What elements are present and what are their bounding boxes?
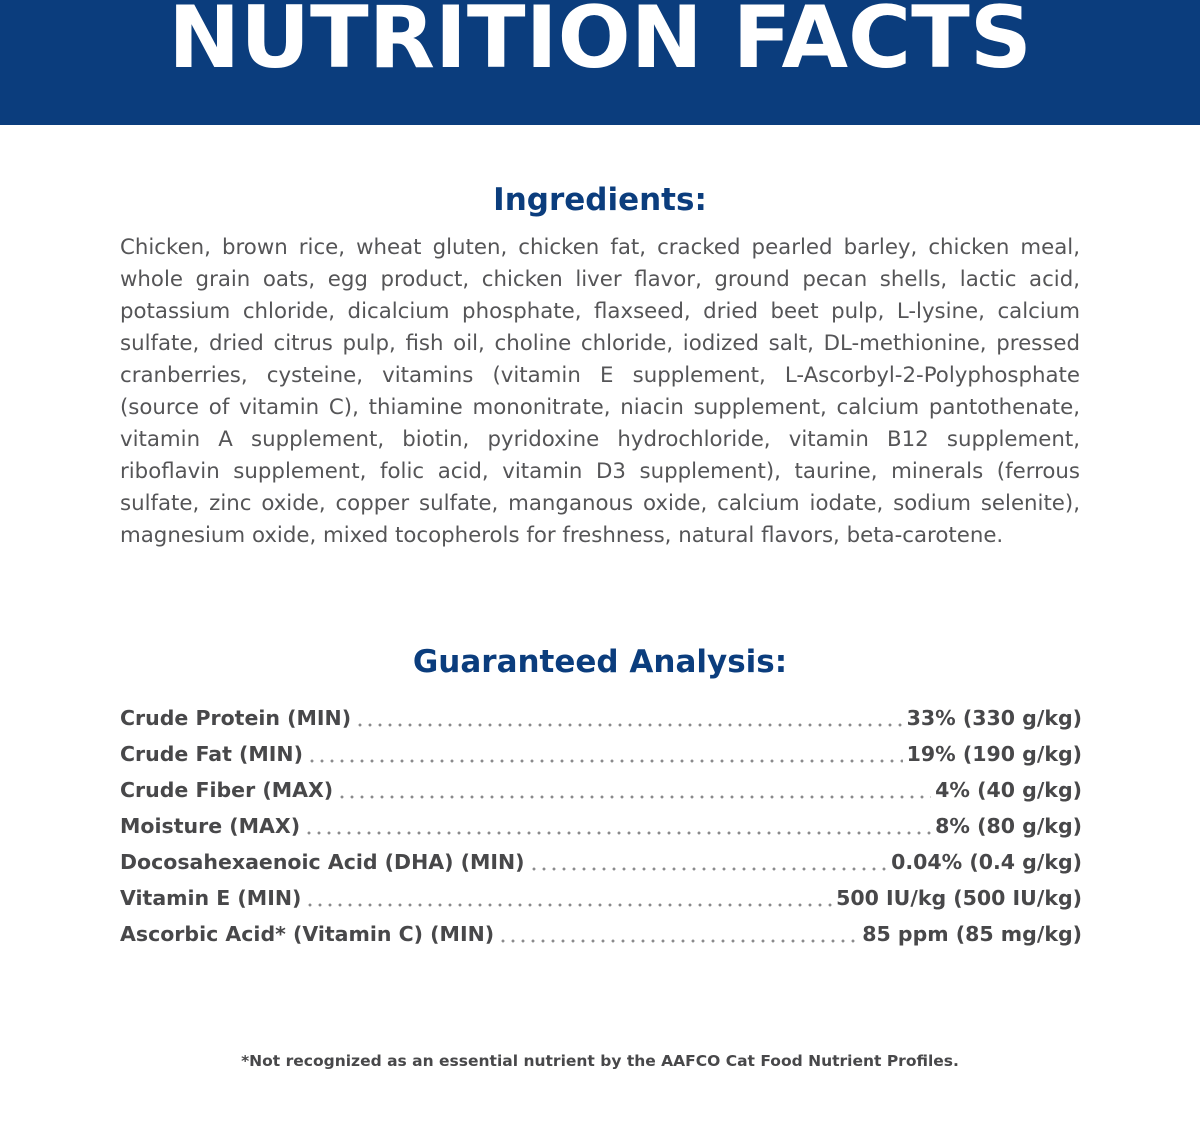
analysis-row-crude-fiber [120, 772, 1082, 808]
analysis-label: Vitamin E (MIN) [120, 886, 302, 910]
footnote: *Not recognized as an essential nutrient by the AAFCO Cat Food Nutrient Profiles. [241, 1052, 959, 1070]
analysis-row-vitamin-e [120, 880, 1082, 916]
analysis-label: Crude Fat (MIN) [120, 742, 303, 766]
dot-leader [529, 867, 888, 871]
dot-leader [498, 939, 858, 943]
analysis-label: Docosahexaenoic Acid (DHA) (MIN) [120, 850, 525, 874]
analysis-value: 33% (330 g/kg) [906, 706, 1082, 730]
analysis-row-ascorbic-acid [120, 916, 1082, 952]
guaranteed-analysis-heading: Guaranteed Analysis: [412, 644, 788, 680]
header-band [0, 0, 1200, 125]
analysis-value: 0.04% (0.4 g/kg) [891, 850, 1082, 874]
analysis-value: 4% (40 g/kg) [935, 778, 1082, 802]
dot-leader [307, 759, 903, 763]
analysis-label: Moisture (MAX) [120, 814, 301, 838]
analysis-value: 85 ppm (85 mg/kg) [862, 922, 1082, 946]
guaranteed-analysis-list [120, 700, 1082, 952]
analysis-value: 19% (190 g/kg) [906, 742, 1082, 766]
dot-leader [355, 723, 903, 727]
analysis-value: 8% (80 g/kg) [935, 814, 1082, 838]
ingredients-text: Chicken, brown rice, wheat gluten, chicken fat, cracked pearled barley, chicken meal, whole grain oats, egg product, chicken liver flavor, ground pecan shells, lactic acid, potassium chloride, dicalcium phosphate, flaxseed, dried beet pulp, L-lysine, calcium sulfate, dried citrus pulp, fish oil, choline chloride, iodized salt, DL-methionine, pressed cranberries, cysteine, vitamins (vitamin E supplement, L-Ascorbyl-2-Polyphosphate (source of vitamin C), thiamine mononitrate, niacin supplement, calcium pantothenate, vitamin A supplement, biotin, pyridoxine hydrochloride, vitamin B12 supplement, riboflavin supplement, folic acid, vitamin D3 supplement), taurine, minerals (ferrous sulfate, zinc oxide, copper sulfate, manganous oxide, calcium iodate, sodium selenite), magnesium oxide, mixed tocopherols for freshness, natural flavors, beta-carotene. [120, 235, 1080, 548]
analysis-label: Crude Fiber (MAX) [120, 778, 334, 802]
dot-leader [337, 795, 931, 799]
analysis-row-dha [120, 844, 1082, 880]
analysis-row-crude-protein [120, 700, 1082, 736]
ingredients-heading: Ingredients: [493, 182, 707, 218]
analysis-value: 500 IU/kg (500 IU/kg) [836, 886, 1082, 910]
analysis-label: Crude Protein (MIN) [120, 706, 352, 730]
page-title: NUTRITION FACTS [168, 0, 1032, 88]
dot-leader [304, 831, 931, 835]
analysis-label: Ascorbic Acid* (Vitamin C) (MIN) [120, 922, 495, 946]
analysis-row-moisture [120, 808, 1082, 844]
dot-leader [305, 903, 832, 907]
analysis-row-crude-fat [120, 736, 1082, 772]
